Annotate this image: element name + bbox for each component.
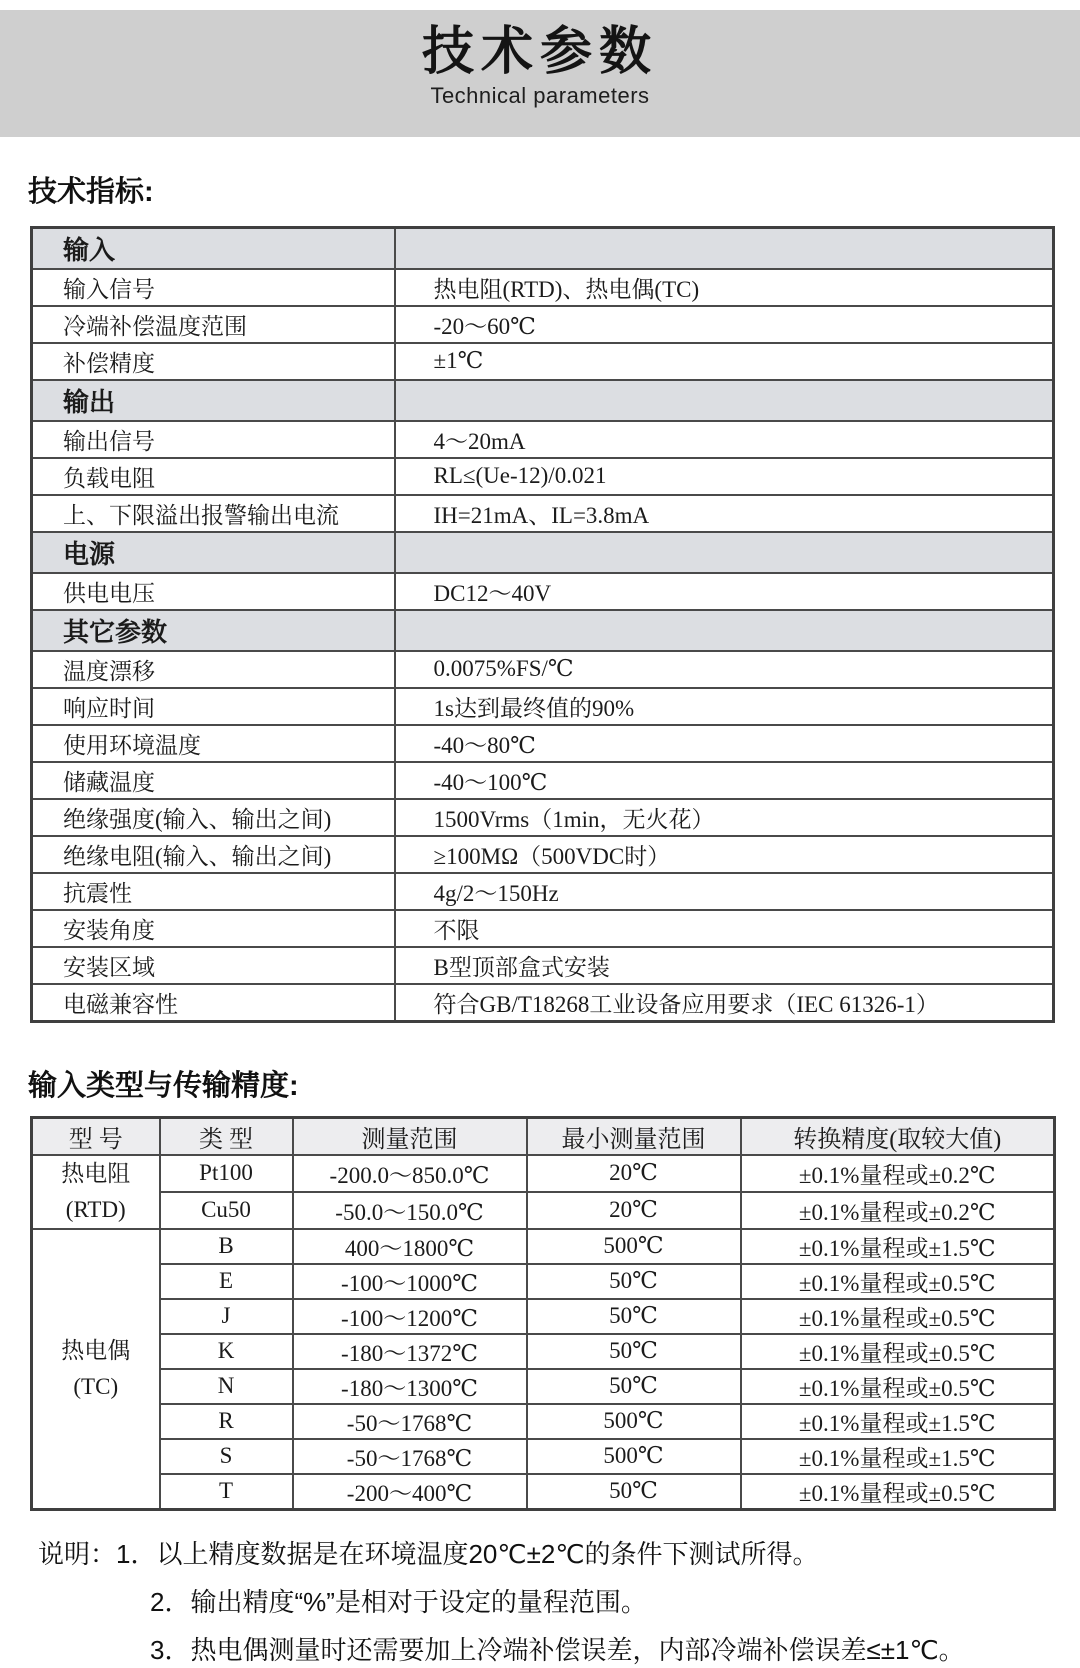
spec-row [32,269,1054,306]
model-code: (RTD) [65,1196,126,1222]
min-range-cell: 500℃ [527,1404,741,1439]
accuracy-cell: ±0.1%量程或±0.2℃ [741,1192,1055,1229]
min-range-cell: 50℃ [527,1334,741,1369]
accuracy-cell: ±0.1%量程或±1.5℃ [741,1229,1055,1264]
spec-label-cell: 供电电压 [32,573,395,610]
spec-label-cell: 使用环境温度 [32,725,395,762]
min-range-cell: 500℃ [527,1439,741,1474]
type-cell: B [160,1229,293,1264]
spec-value-cell [395,380,1054,421]
accuracy-cell: ±0.1%量程或±0.5℃ [741,1264,1055,1299]
accuracy-row [32,1474,1055,1510]
spec-value-cell: 0.0075%FS/℃ [395,651,1054,688]
spec-value-cell: ±1℃ [395,343,1054,380]
notes [38,1537,1080,1668]
column-header: 转换精度(取较大值) [741,1117,1055,1155]
model-name: 热电阻 [61,1160,131,1186]
spec-row [32,573,1054,610]
spec-label-cell: 负载电阻 [32,458,395,495]
spec-row [32,947,1054,984]
accuracy-table-body [32,1155,1055,1510]
spec-value-cell: 4～20mA [395,421,1054,458]
range-cell: -200.0～850.0℃ [293,1155,527,1192]
notes-label: 说明： [38,1538,117,1569]
spec-value-cell: 热电阻(RTD)、热电偶(TC) [395,269,1054,306]
spec-label-cell: 输出 [32,380,395,421]
range-cell: -180～1300℃ [293,1369,527,1404]
accuracy-row [32,1369,1055,1404]
page-title: 技术参数 [421,23,658,81]
min-range-cell: 20℃ [527,1192,741,1229]
type-cell: N [160,1369,293,1404]
spec-row [32,421,1054,458]
model-cell [32,1155,160,1229]
range-cell: -50～1768℃ [293,1404,527,1439]
spec-section-row [32,610,1054,651]
model-name: 热电偶 [61,1337,131,1363]
accuracy-section-heading: 输入类型与传输精度: [28,1069,299,1102]
column-header: 测量范围 [293,1117,527,1155]
spec-label-cell: 输出信号 [32,421,395,458]
column-header: 类 型 [160,1117,293,1155]
range-cell: -50.0～150.0℃ [293,1192,527,1229]
type-cell: Pt100 [160,1155,293,1192]
spec-row [32,458,1054,495]
accuracy-cell: ±0.1%量程或±0.5℃ [741,1474,1055,1510]
accuracy-table [30,1116,1056,1511]
spec-value-cell: ≥100MΩ（500VDC时） [395,836,1054,873]
type-cell: Cu50 [160,1192,293,1229]
spec-label-cell: 冷端补偿温度范围 [32,306,395,343]
column-header: 最小测量范围 [527,1117,741,1155]
spec-row [32,343,1054,380]
type-cell: S [160,1439,293,1474]
range-cell: -200～400℃ [293,1474,527,1510]
spec-label-cell: 补偿精度 [32,343,395,380]
note-line-2: 2．输出精度“%”是相对于设定的量程范围。 [150,1586,647,1617]
spec-value-cell: RL≤(Ue-12)/0.021 [395,458,1054,495]
model-cell [32,1229,160,1510]
spec-row [32,984,1054,1022]
accuracy-cell: ±0.1%量程或±0.2℃ [741,1155,1055,1192]
spec-section-row [32,227,1054,269]
spec-value-cell: 4g/2～150Hz [395,873,1054,910]
accuracy-cell: ±0.1%量程或±0.5℃ [741,1334,1055,1369]
min-range-cell: 50℃ [527,1299,741,1334]
spec-section-row [32,532,1054,573]
spec-value-cell [395,610,1054,651]
spec-value-cell: IH=21mA、IL=3.8mA [395,495,1054,532]
spec-value-cell: 1500Vrms（1min，无火花） [395,799,1054,836]
type-cell: T [160,1474,293,1510]
accuracy-cell: ±0.1%量程或±0.5℃ [741,1369,1055,1404]
title-banner [0,10,1080,137]
accuracy-row [32,1299,1055,1334]
model-code: (TC) [73,1373,119,1399]
accuracy-header-row [32,1117,1055,1155]
spec-label-cell: 绝缘强度(输入、输出之间) [32,799,395,836]
spec-row [32,725,1054,762]
note-item-1: 1．以上精度数据是在环境温度20℃±2℃的条件下测试所得。 [116,1538,819,1569]
column-header: 型 号 [32,1117,160,1155]
spec-label-cell: 安装角度 [32,910,395,947]
spec-value-cell: -20～60℃ [395,306,1054,343]
spec-row [32,910,1054,947]
accuracy-row [32,1334,1055,1369]
accuracy-row [32,1229,1055,1264]
accuracy-cell: ±0.1%量程或±1.5℃ [741,1404,1055,1439]
spec-value-cell: B型顶部盒式安装 [395,947,1054,984]
type-cell: E [160,1264,293,1299]
spec-row [32,651,1054,688]
spec-label-cell: 安装区域 [32,947,395,984]
note-line-3: 3．热电偶测量时还需要加上冷端补偿误差，内部冷端补偿误差≤±1℃。 [150,1634,965,1665]
range-cell: -180～1372℃ [293,1334,527,1369]
spec-label-cell: 电磁兼容性 [32,984,395,1022]
spec-row [32,306,1054,343]
range-cell: -100～1200℃ [293,1299,527,1334]
type-cell: J [160,1299,293,1334]
accuracy-row [32,1404,1055,1439]
spec-value-cell [395,532,1054,573]
min-range-cell: 20℃ [527,1155,741,1192]
spec-row [32,688,1054,725]
spec-section-row [32,380,1054,421]
min-range-cell: 50℃ [527,1264,741,1299]
spec-row [32,495,1054,532]
specs-section-heading: 技术指标: [28,176,154,208]
spec-label-cell: 上、下限溢出报警输出电流 [32,495,395,532]
spec-label-cell: 绝缘电阻(输入、输出之间) [32,836,395,873]
range-cell: 400～1800℃ [293,1229,527,1264]
spec-row [32,836,1054,873]
accuracy-cell: ±0.1%量程或±0.5℃ [741,1299,1055,1334]
spec-value-cell: 1s达到最终值的90% [395,688,1054,725]
spec-row [32,873,1054,910]
accuracy-row [32,1192,1055,1229]
type-cell: R [160,1404,293,1439]
spec-label-cell: 输入信号 [32,269,395,306]
spec-value-cell: -40～80℃ [395,725,1054,762]
spec-label-cell: 抗震性 [32,873,395,910]
spec-value-cell [395,227,1054,269]
spec-label-cell: 储藏温度 [32,762,395,799]
spec-value-cell: -40～100℃ [395,762,1054,799]
spec-label-cell: 电源 [32,532,395,573]
min-range-cell: 500℃ [527,1229,741,1264]
spec-label-cell: 温度漂移 [32,651,395,688]
spec-value-cell: 符合GB/T18268工业设备应用要求（IEC 61326-1） [395,984,1054,1022]
spec-label-cell: 其它参数 [32,610,395,651]
range-cell: -100～1000℃ [293,1264,527,1299]
type-cell: K [160,1334,293,1369]
spec-value-cell: 不限 [395,910,1054,947]
page-subtitle: Technical parameters [430,83,650,109]
range-cell: -50～1768℃ [293,1439,527,1474]
accuracy-row [32,1439,1055,1474]
accuracy-row [32,1264,1055,1299]
spec-row [32,762,1054,799]
spec-table [30,226,1055,1023]
min-range-cell: 50℃ [527,1369,741,1404]
accuracy-cell: ±0.1%量程或±1.5℃ [741,1439,1055,1474]
min-range-cell: 50℃ [527,1474,741,1510]
spec-table-body [32,227,1054,1021]
spec-row [32,799,1054,836]
spec-label-cell: 输入 [32,227,395,269]
note-line-1 [38,1537,1080,1572]
spec-label-cell: 响应时间 [32,688,395,725]
spec-value-cell: DC12～40V [395,573,1054,610]
accuracy-row [32,1155,1055,1192]
